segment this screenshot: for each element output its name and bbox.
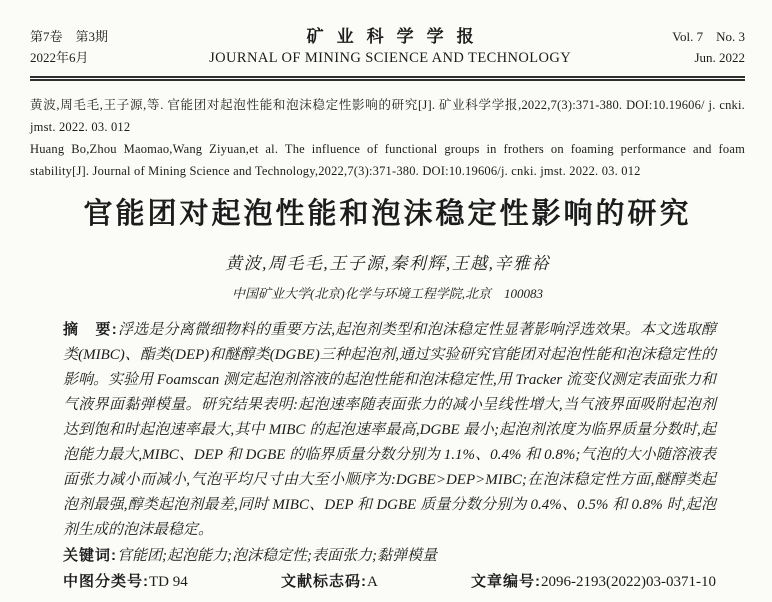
meta-row [63,569,716,595]
document-code-label: 文献标志码: [280,573,367,590]
citation-english: Huang Bo,Zhou Maomao,Wang Ziyuan,et al. The influence of functional groups in frothers on foaming performance and foam stability[J]. Journal of Mining Science and Technology,2022,7(3):371-380. DOI:10.19606/j. cnki. jmst. 2022. 03. 012 [30,142,745,178]
issue-date-cn: 2022年6月 [30,50,89,65]
journal-name-cn: 矿业科学学报 [306,27,487,46]
keywords-label: 关键词: [63,547,117,564]
volume-issue-cn: 第7卷 第3期 [30,29,109,44]
keywords-line [63,543,716,569]
clc-label: 中图分类号: [63,573,149,590]
header-center [108,26,672,69]
affiliation-line: 中国矿业大学(北京)化学与环境工程学院,北京 100083 [232,286,543,301]
abstract-paragraph [63,317,716,543]
article-title: 官能团对起泡性能和泡沫稳定性影响的研究 [83,198,692,230]
clc-value: TD 94 [149,574,188,590]
article-id-label: 文章编号: [471,573,541,590]
abstract-text: 浮选是分离微细物料的重要方法,起泡剂类型和泡沫稳定性显著影响浮选效果。本文选取醇类(MIBC)、酯类(DEP)和醚醇类(DGBE)三种起泡剂,通过实验研究官能团对起泡性能和泡沫稳定性的影响。实验用 Foamscan 测定起泡剂溶液的起泡性能和泡沫稳定性,用 Tracker 流变仪测定表面张力和气液界面黏弹模量。研究结果表明:起泡速率随表面张力的减小呈线性增大,当气液界面吸附起泡剂达到饱和时起泡速率最大,其中 MIBC 的起泡速率最高,DGBE 最小;起泡剂浓度为临界质量分数时,起泡能力最大,MIBC、DEP 和 DGBE 的临界质量分数分别为 1.1%、0.4% 和 0.8%;气泡的大小随溶液表面张力减小而减小,气泡平均尺寸由大至小顺序为:DGBE>DEP>MIBC;在泡沫稳定性方面,醚醇类起泡剂最强,醇类起泡剂最差,同时 MIBC、DEP 和 DGBE 质量分数分别为 0.4%、0.5% 和 0.8% 时,起泡剂生成的泡沫最稳定。 [63,322,716,538]
volume-issue-en: Vol. 7 No. 3 [672,29,745,44]
document-code [281,569,378,595]
authors-line: 黄波,周毛毛,王子源,秦利辉,王越,辛雅裕 [225,254,550,273]
article-id [471,569,716,595]
citation-block [30,94,745,182]
citation-chinese: 黄波,周毛毛,王子源,等. 官能团对起泡性能和泡沫稳定性影响的研究[J]. 矿业科学学报,2022,7(3):371-380. DOI:10.19606/ j. cnki. jmst. 2022. 03. 012 [30,98,745,134]
header-right [672,26,745,68]
document-code-value: A [366,574,378,590]
keywords-text: 官能团;起泡能力;泡沫稳定性;表面张力;黏弹模量 [117,548,437,564]
clc-number [63,569,188,595]
abstract-label: 摘 要: [63,321,118,338]
journal-header [30,26,745,69]
header-left [30,26,108,68]
article-id-value: 2096-2193(2022)03-0371-10 [541,574,716,590]
issue-date-en: Jun. 2022 [694,50,745,65]
header-divider-rule [30,76,745,81]
journal-name-en: JOURNAL OF MINING SCIENCE AND TECHNOLOGY [209,50,572,66]
